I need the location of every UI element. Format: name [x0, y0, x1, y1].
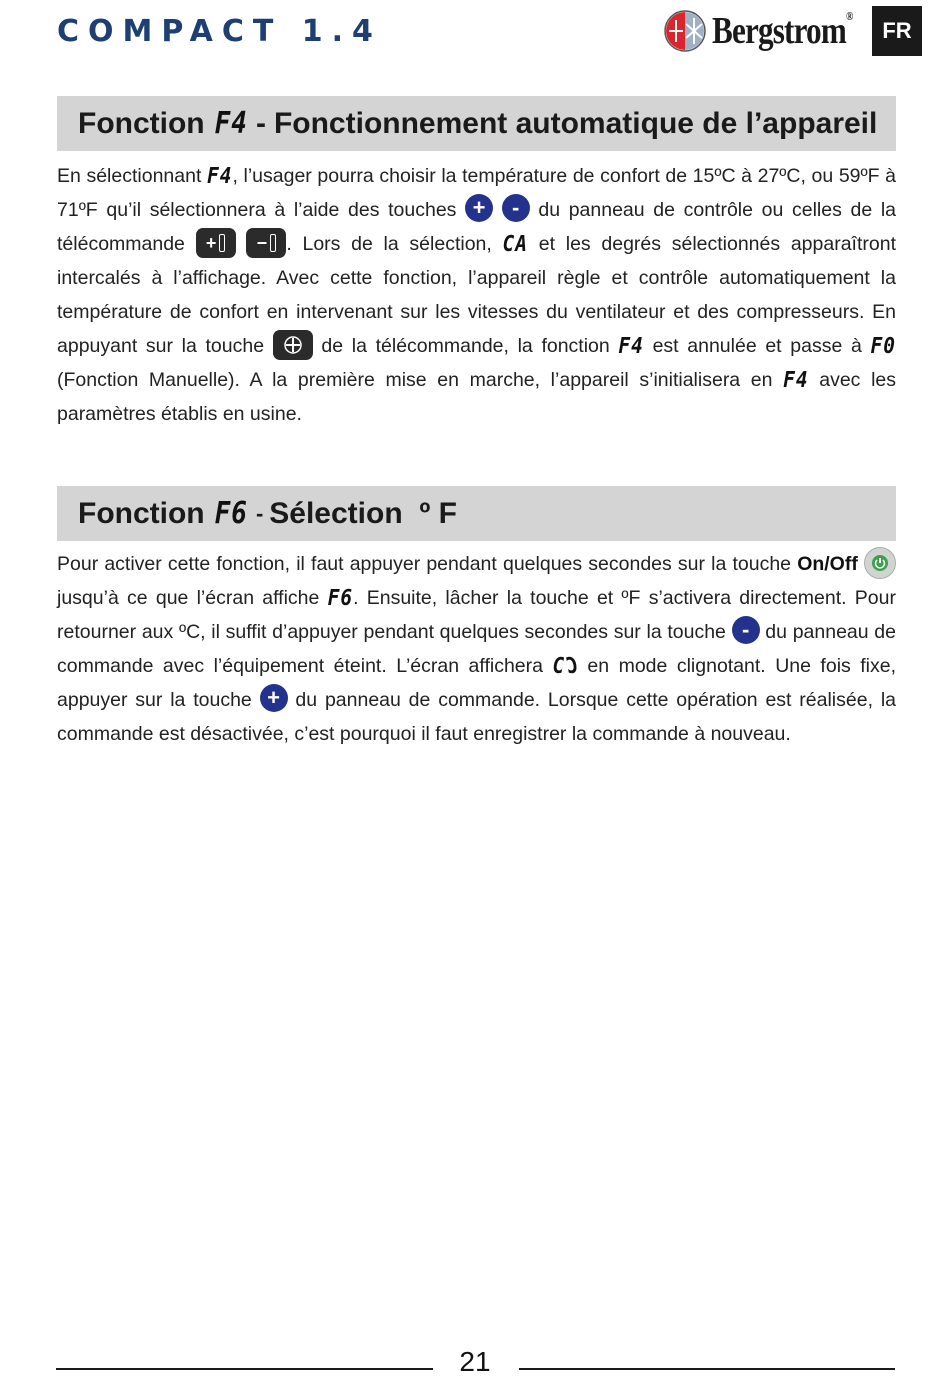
display-code-f6: F6: [327, 584, 354, 611]
bergstrom-logo: [664, 8, 883, 54]
text-run: jusqu’à ce que l’écran affiche: [57, 587, 328, 609]
section-heading-f6: [57, 486, 896, 541]
section-heading-f4: [57, 96, 896, 151]
text-run: Pour activer cette fonction, il faut appuyer pendant quelques secondes sur la touche: [57, 553, 798, 575]
document-title: COMPACT 1.4: [57, 14, 382, 49]
text-run: du panneau de commande avec l’équipement éteint. L’écran affichera: [57, 621, 896, 677]
snowflake-sun-logo-icon: [664, 10, 706, 52]
display-code-f4: F4: [206, 162, 233, 189]
display-code-f0: F0: [870, 332, 896, 359]
brand-name: Bergstrom®: [712, 9, 853, 52]
text-run: . Lors de la sélection,: [286, 233, 503, 255]
page-number: 21: [459, 1346, 491, 1377]
text-run: En sélectionnant: [57, 165, 207, 187]
display-code-f4: F4: [783, 366, 809, 393]
display-code-f4: F4: [214, 106, 248, 141]
text-run: de la télécommande, la fonction: [312, 335, 619, 357]
minus-button-icon: -: [502, 194, 530, 222]
plus-button-icon: +: [260, 684, 288, 712]
text-run: (Fonction Manuelle). A la première mise en marche, l’appareil s’initialisera en: [57, 369, 784, 391]
remote-fan-icon: [273, 330, 313, 360]
section1-paragraph: [57, 159, 896, 431]
heading-separator: -: [255, 500, 264, 526]
remote-plus-temp-icon: +: [196, 228, 236, 258]
display-code-f4: F4: [618, 332, 644, 359]
remote-minus-temp-icon: −: [246, 228, 286, 258]
text-run: , l’usager pourra choisir la température de confort de 15ºC à 27ºC, ou 59ºF à 71ºF qu’il sélectionnera à l’aide des touches: [57, 165, 896, 221]
text-run: . Ensuite, lâcher la touche et ºF s’activera directement. Pour retourner aux ºC, il suffit d’appuyer pendant quelques secondes sur la touche: [57, 587, 896, 643]
text-run: du panneau de commande. Lorsque cette opération est réalisée, la commande est désactivée, c’est pourquoi il faut enregistrer la commande à nouveau.: [57, 689, 896, 745]
text-run: avec les paramètres établis en usine.: [57, 369, 896, 425]
section2-paragraph: [57, 547, 896, 751]
heading-title: Fonctionnement automatique de l’appareil: [273, 106, 878, 140]
language-badge: FR: [872, 6, 922, 56]
footer-rule-left: [56, 1368, 433, 1370]
display-code-f6: F6: [214, 496, 248, 531]
text-run: est annulée et passe à: [643, 335, 871, 357]
footer-rule-right: [519, 1368, 895, 1370]
heading-title: Sélection º F: [269, 496, 457, 530]
text-run: du panneau de contrôle ou celles de la télécommande: [57, 199, 896, 255]
heading-separator: -: [255, 106, 266, 140]
heading-prefix: Fonction: [78, 496, 205, 530]
onoff-label: On/Off: [797, 553, 858, 575]
minus-button-icon: -: [732, 616, 760, 644]
heading-prefix: Fonction: [78, 106, 205, 140]
display-code-c: CC: [552, 652, 578, 679]
text-run: en mode clignotant. Une fois fixe, appuyer sur la touche: [57, 655, 897, 711]
plus-button-icon: +: [465, 194, 493, 222]
text-run: et les degrés sélectionnés apparaîtront intercalés à l’affichage. Avec cette fonction, l’appareil règle et contrôle automatiquement la température de confort en intervenant sur les vitesses du ventilateur et des compresseurs. En appuyant sur la touche: [57, 233, 896, 357]
display-code-ca: CA: [502, 230, 529, 257]
power-button-icon: [864, 547, 896, 579]
